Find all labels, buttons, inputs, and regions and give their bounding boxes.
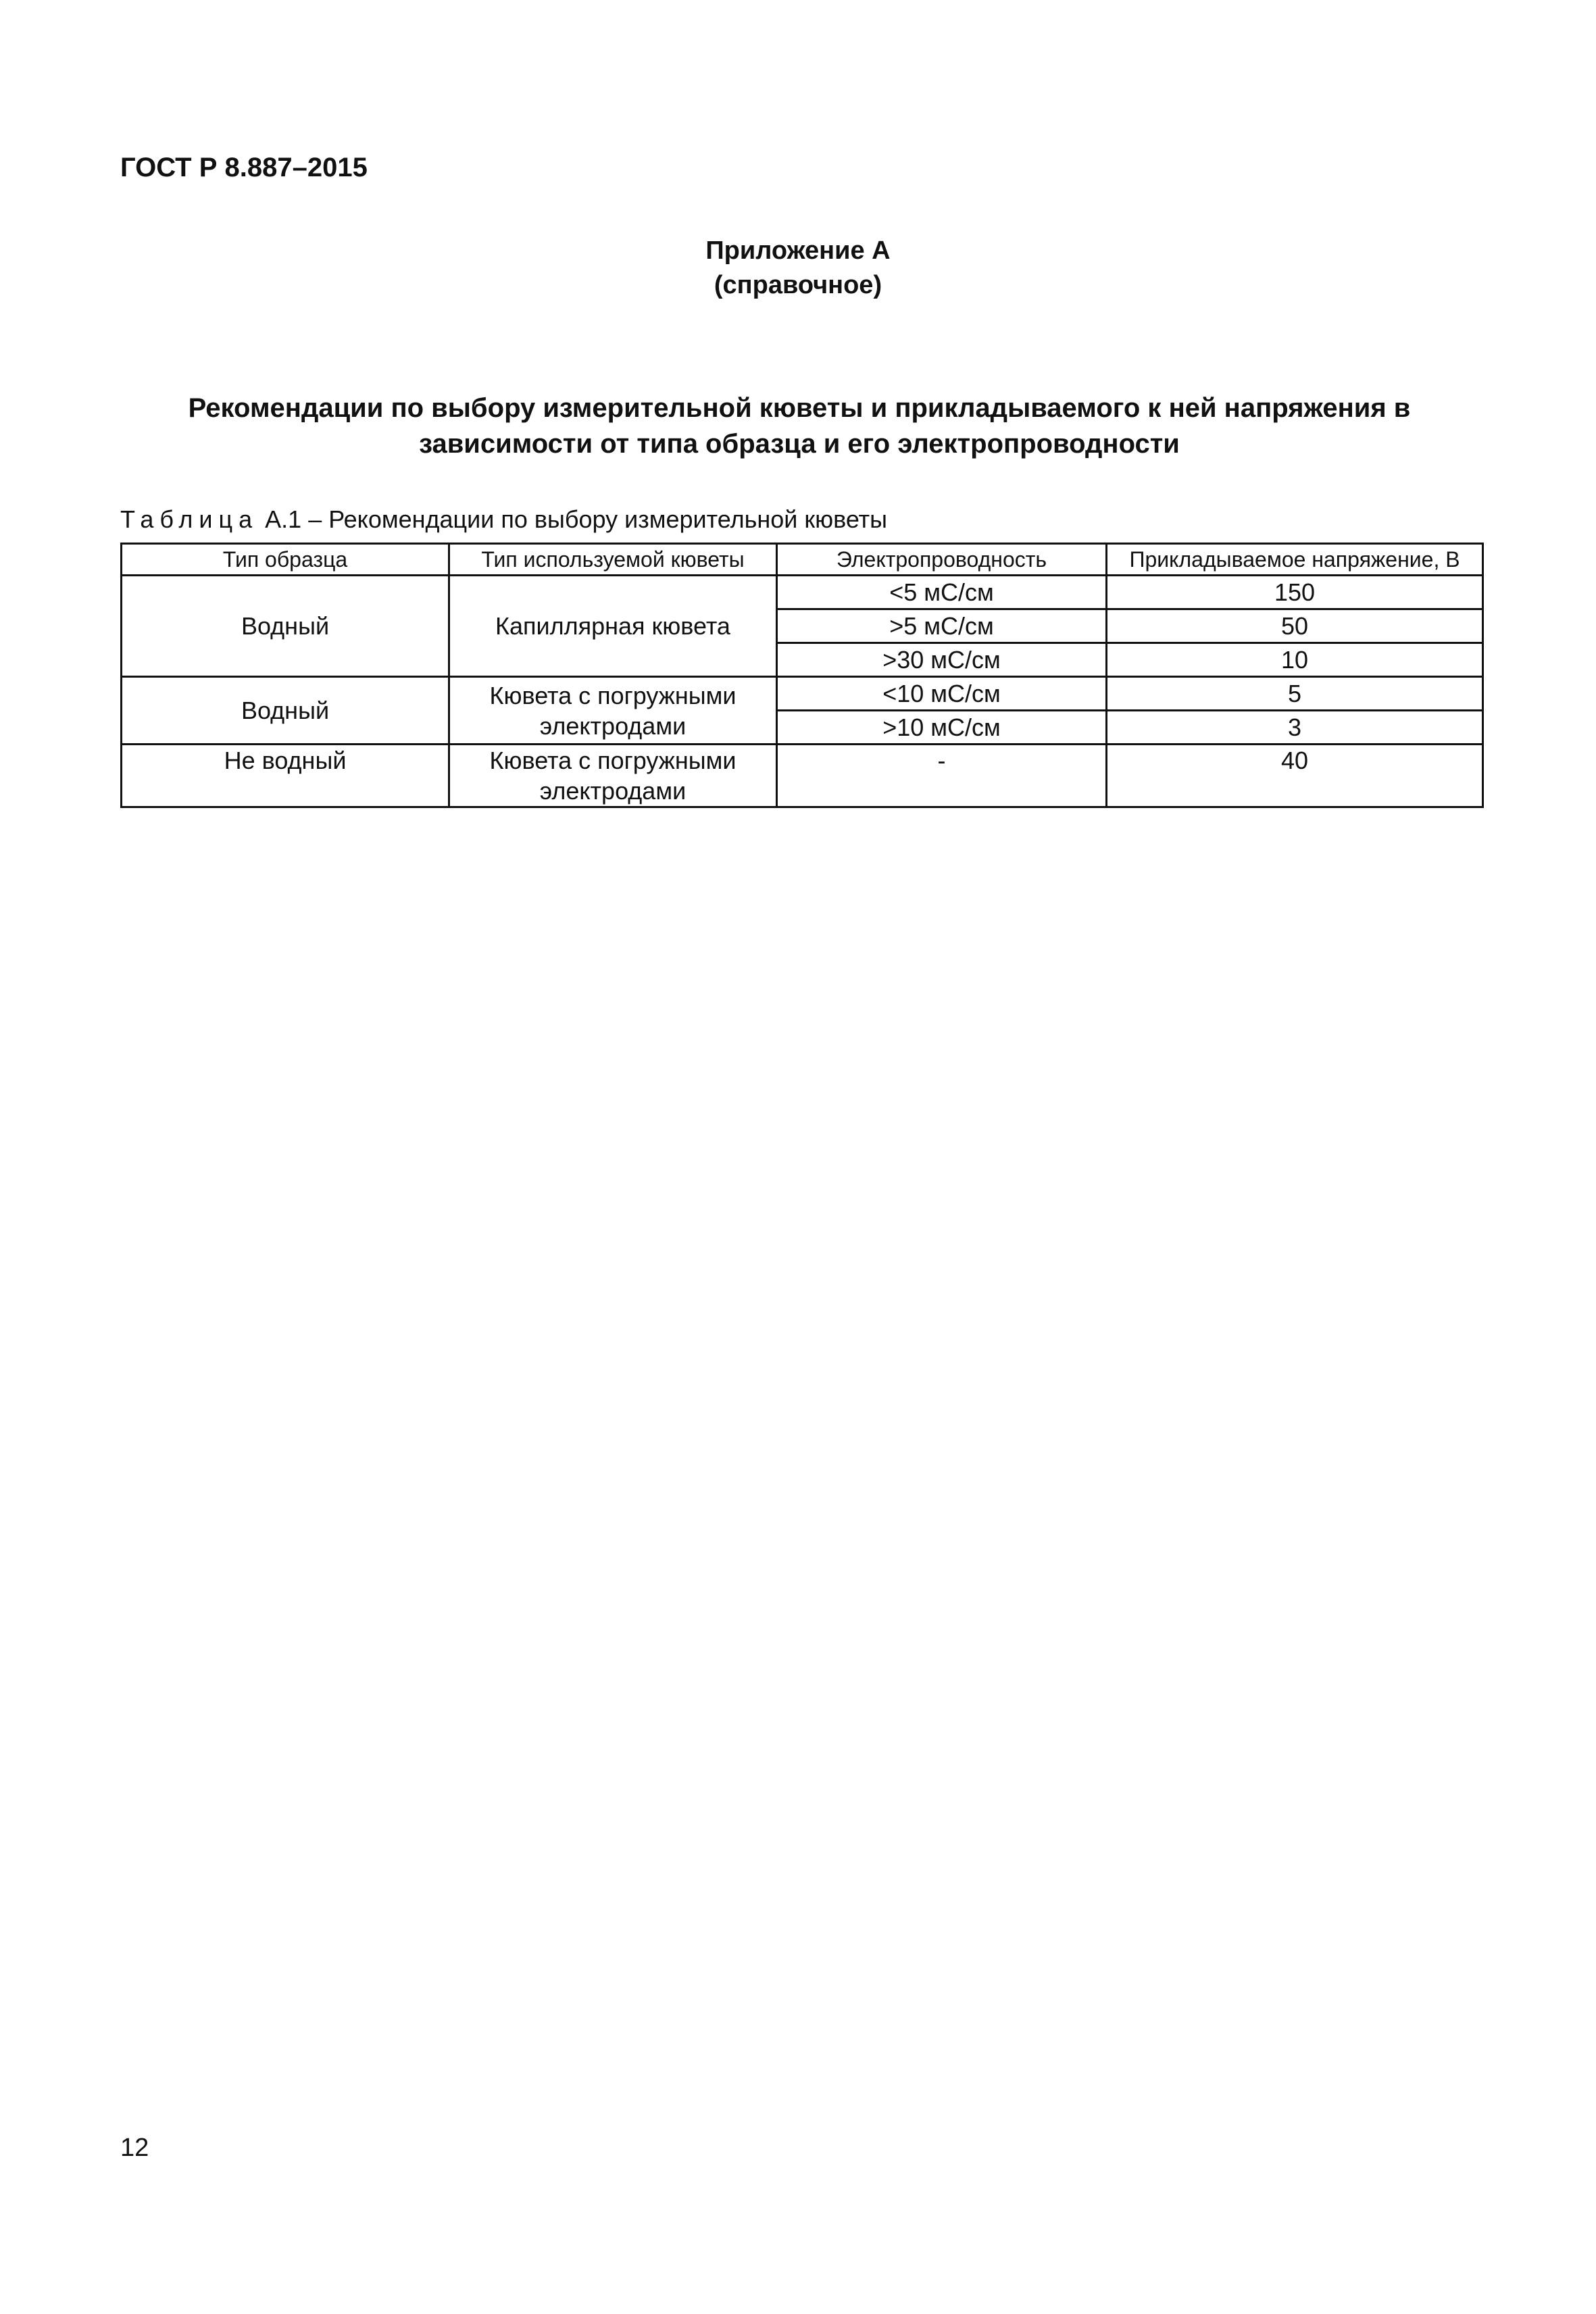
- recommendations-table: [120, 543, 1484, 808]
- header-sample-type: Тип образца: [122, 544, 449, 576]
- table-row: [122, 576, 1483, 609]
- main-title: [120, 391, 1478, 462]
- cell-cuvette-type: Кювета с погружными электродами: [449, 677, 777, 745]
- appendix-title: Приложение А: [705, 236, 891, 265]
- cell-conductivity: <5 мС/см: [777, 576, 1107, 609]
- main-title-line-2: зависимости от типа образца и его электропроводности: [419, 428, 1180, 459]
- cell-voltage: 50: [1107, 609, 1483, 643]
- cell-voltage: 3: [1107, 711, 1483, 745]
- page-number: 12: [120, 2134, 149, 2162]
- main-title-line-1: Рекомендации по выбору измерительной кюветы и прикладываемого к ней напряжения в: [188, 393, 1411, 423]
- table-caption: [120, 505, 887, 534]
- cell-cuvette-type: Кювета с погружными электродами: [449, 745, 777, 807]
- cell-conductivity: >5 мС/см: [777, 609, 1107, 643]
- cell-voltage: 150: [1107, 576, 1483, 609]
- cell-voltage: 5: [1107, 677, 1483, 711]
- table-caption-text: А.1 – Рекомендации по выбору измерительной кюветы: [258, 505, 888, 533]
- cell-conductivity: <10 мС/см: [777, 677, 1107, 711]
- header-cuvette-type: Тип используемой кюветы: [449, 544, 777, 576]
- header-voltage: Прикладываемое напряжение, В: [1107, 544, 1483, 576]
- table-row: [122, 677, 1483, 711]
- cell-conductivity: -: [777, 745, 1107, 807]
- cell-cuvette-type: Капиллярная кювета: [449, 576, 777, 677]
- cell-sample-type: Водный: [122, 576, 449, 677]
- cell-voltage: 10: [1107, 643, 1483, 677]
- cell-conductivity: >30 мС/см: [777, 643, 1107, 677]
- cell-sample-type: Водный: [122, 677, 449, 745]
- table-header-row: [122, 544, 1483, 576]
- cell-conductivity: >10 мС/см: [777, 711, 1107, 745]
- appendix-heading: [0, 234, 1596, 302]
- cell-voltage: 40: [1107, 745, 1483, 807]
- header-conductivity: Электропроводность: [777, 544, 1107, 576]
- table-caption-prefix: Таблица: [120, 505, 259, 533]
- document-code: ГОСТ Р 8.887–2015: [120, 153, 368, 182]
- table-row: [122, 745, 1483, 807]
- cell-sample-type: Не водный: [122, 745, 449, 807]
- appendix-type: (справочное): [714, 270, 882, 299]
